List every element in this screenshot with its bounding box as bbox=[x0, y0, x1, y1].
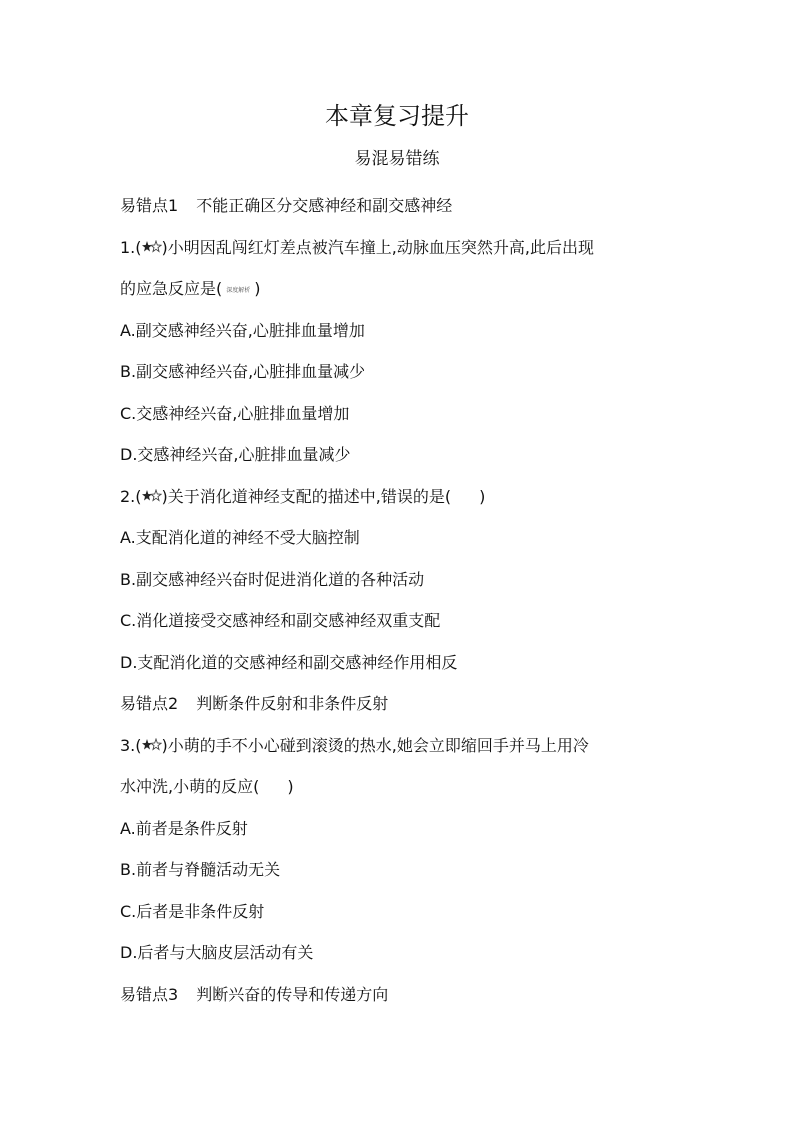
answer-option: A.前者是条件反射 bbox=[120, 818, 248, 838]
answer-option: C.消化道接受交感神经和副交感神经双重支配 bbox=[120, 611, 441, 630]
difficulty-stars-icon bbox=[142, 240, 162, 254]
question-number: 3.( bbox=[120, 735, 142, 755]
answer-option: B.副交感神经兴奋时促进消化道的各种活动 bbox=[120, 569, 425, 589]
error-point-heading bbox=[120, 185, 700, 227]
error-point-heading bbox=[120, 974, 700, 1016]
answer-option: B.前者与脊髓活动无关 bbox=[120, 860, 281, 879]
question-text: 小萌的手不小心碰到滚烫的热水,她会立即缩回手并马上用冷 bbox=[167, 735, 589, 755]
error-point-topic: 判断兴奋的传导和传递方向 bbox=[196, 984, 389, 1004]
page-title: 本章复习提升 bbox=[325, 102, 469, 130]
error-point-label: 易错点2 bbox=[120, 694, 179, 713]
answer-option: C.后者是非条件反射 bbox=[120, 901, 265, 921]
analysis-note: 深度解析 bbox=[226, 287, 251, 294]
question-number: 1.( bbox=[120, 237, 142, 257]
answer-option: D.后者与大脑皮层活动有关 bbox=[120, 943, 314, 962]
document-body bbox=[120, 185, 700, 1015]
answer-option: D.支配消化道的交感神经和副交感神经作用相反 bbox=[120, 652, 458, 672]
answer-option: A.支配消化道的神经不受大脑控制 bbox=[120, 528, 360, 547]
answer-option: B.副交感神经兴奋,心脏排血量减少 bbox=[120, 362, 366, 381]
question-stem: 1.( )小明因乱闯红灯差点被汽车撞上,动脉血压突然升高,此后出现 bbox=[120, 237, 594, 257]
answer-option: A.副交感神经兴奋,心脏排血量增加 bbox=[120, 320, 365, 340]
question-text: 关于消化道神经支配的描述中,错误的是( bbox=[167, 486, 452, 506]
question-number: 2.( bbox=[120, 486, 142, 506]
error-point-heading bbox=[120, 683, 700, 725]
answer-option: D.交感神经兴奋,心脏排血量减少 bbox=[120, 445, 351, 464]
question-stem: 3.( )小萌的手不小心碰到滚烫的热水,她会立即缩回手并马上用冷 bbox=[120, 735, 589, 755]
question-stem-continued: 的应急反应是( 深度解析 ) bbox=[120, 279, 261, 298]
error-point-topic: 不能正确区分交感神经和副交感神经 bbox=[196, 196, 453, 215]
difficulty-stars-icon bbox=[142, 738, 162, 752]
question-stem: 2.( )关于消化道神经支配的描述中,错误的是( ) bbox=[120, 486, 486, 506]
error-point-label: 易错点3 bbox=[120, 984, 179, 1004]
question-stem-continued: 水冲洗,小萌的反应( ) bbox=[120, 777, 294, 796]
error-point-label: 易错点1 bbox=[120, 196, 179, 215]
question-text: 小明因乱闯红灯差点被汽车撞上,动脉血压突然升高,此后出现 bbox=[167, 237, 594, 257]
answer-option: C.交感神经兴奋,心脏排血量增加 bbox=[120, 403, 350, 423]
section-subtitle: 易混易错练 bbox=[354, 149, 440, 169]
error-point-topic: 判断条件反射和非条件反射 bbox=[196, 694, 389, 713]
difficulty-stars-icon bbox=[142, 489, 162, 503]
